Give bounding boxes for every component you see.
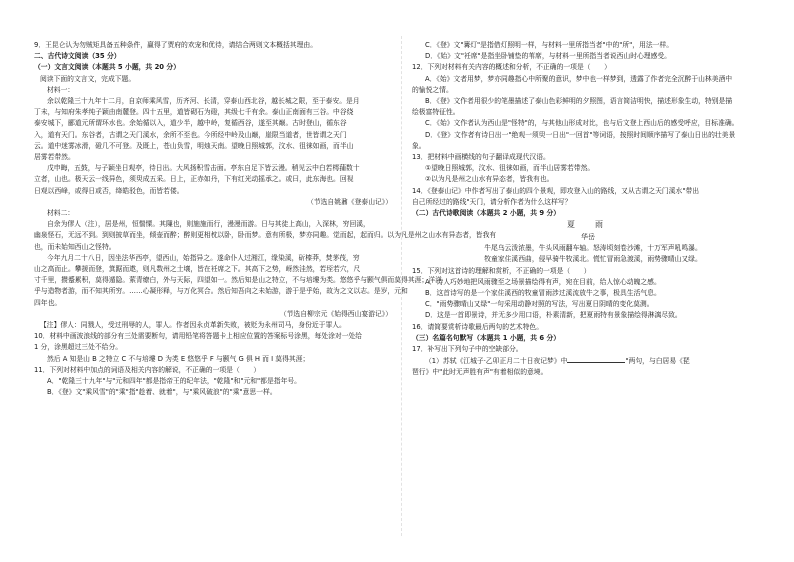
subsection-heading: （一）文言文阅读（本题共 5 小题，共 20 分） [34, 63, 180, 72]
question-16: 16．请简要赏析诗歌最后两句的艺术特色。 [412, 322, 543, 331]
poem-line: 牛尾乌云泼浓墨，牛头风雨翻车轴。怒涛顷刻卷沙滩，十万军声吼鸣瀑。 [484, 244, 702, 253]
passage-line: 居雾若带然。 [34, 153, 75, 162]
translation-item-1: ①望晚日照城郭，汶水、徂徕如画，而半山居雾若带然。 [425, 164, 595, 173]
passage-line: 日观以西峰，或得日或否，绛皓驳色，而皆若偻。 [34, 186, 184, 195]
question-11: 11．下列对材料中加点的词语及相关内容的解说，不正确的一项是（ ） [34, 365, 261, 374]
instruction: 阅读下面的文言文，完成下题。 [40, 74, 136, 83]
option-b: B．这首诗写的是一个家住溪西的牧童冒雨涉过溪流放牛之事，极具生活气息。 [425, 289, 661, 298]
subsection-heading: （二）古代诗歌阅读（本题共 2 小题，共 9 分） [412, 209, 561, 218]
passage-line: 入，道有天门。东谷者，古谓之天门溪水，余所不至也。今所经中岭及山巅，崖限当道者，世皆谓之天门 [34, 130, 347, 139]
passage-line: 云。道中迷雾冰滑，磴几不可登。及既上，苍山负雪，明烛天南。望晚日照城郭，汶水、徂徕如画，而半山 [34, 141, 354, 150]
poem-author: 华岳 [581, 233, 595, 242]
option-d-cont: 象。 [412, 141, 426, 150]
passage-line: 丁未，与知府朱孝纯子颖由南麓登。四十五里，道皆砌石为磴，其级七千有余。泰山正南面有三谷。中谷绕 [34, 108, 354, 117]
question-15: 15．下列对这首诗的理解和赏析，不正确的一项是（ ） [412, 266, 591, 275]
passage-line: 今年九月二十八日，因坐法华西亭，望西山，始指异之。遂命仆人过湘江，缘染溪，斫榛莽，焚茅茷，穷 [47, 253, 360, 262]
poem-title: 夏 雨 [567, 220, 609, 230]
passage-line: 余以乾隆三十九年十二月，自京师乘风雪，历齐河、长清，穿泰山西北谷，越长城之限，至于泰安。是月 [47, 97, 360, 106]
passage-line: 幽泉怪石，无远不到。到则披草而坐，倾壶而醉；醉则更相枕以卧，卧而梦。意有所极，梦亦同趣。觉而起，起而归。以为凡是州之山水有异态者，皆我有 [34, 231, 497, 240]
passage-line: 泰安城下，郦道元所谓环水也。余始循以入，道少半，越中岭，复循西谷，遂至其巅。古时登山，循东谷 [34, 119, 347, 128]
question-9: 9．王昆仑认为勿贼矩具备五种条件，赢得了贾府的欢宠和优待，请结合两则文本概括其理由。 [34, 41, 317, 49]
option-c: C．《登》文"篝灯"是指借灯照明一样，与材料一里所指当者"中的"所"，用法一样。 [425, 41, 674, 49]
source-note: （节选自姚鼐《登泰山记》） [307, 197, 392, 206]
passage-line: 也，而未始知西山之怪特。 [34, 242, 116, 251]
subsection-heading: （三）名篇名句默写（本题共 1 小题，共 6 分） [412, 333, 561, 342]
option-a: A．诗人巧妙地把风雨骤至之场景描绘得有声，宛在目前，给人惊心动魄之感。 [425, 277, 661, 286]
option-b: B．《登》文作者用很少的笔墨描述了泰山色彩鲜明的夕照图，语言简洁明快，描述形象生动，特别是描 [425, 97, 733, 106]
material-label: 材料一： [47, 85, 75, 94]
source-note: （节选自柳宗元《始得西山宴游记》） [279, 309, 392, 318]
option-d: D．这是一首即景诗，并无多少用口语，朴素清新，把夏雨特有景象描绘得淋漓尽致。 [425, 311, 682, 320]
option-d: D．《始》文"衽席"是指坐卧铺垫的苇席，与材料一里所指当者说西山时心理感受。 [425, 52, 671, 61]
passage-line: 自余为僇人（注），居是州，恒惴慄。其隟也，则施施而行，漫漫而游。日与其徒上高山，入深林，穷回溪， [47, 220, 370, 229]
option-c: C．"雨势骤晴山又绿"一句采用动静对照的写法，写出夏日阴晴的变化莫测。 [425, 300, 654, 309]
question-14-cont: 自己所经过的路线"天门，请分析作者为什么这样写？ [412, 197, 572, 206]
question-17: 17．补写出下列句子中的空缺部分。 [412, 345, 523, 354]
translation-item-2: ②以为凡是州之山水有异态者，皆我有也。 [425, 175, 554, 184]
question-10: 10．材料中画波浪线的部分有三处需要断句，请用铅笔将答题卡上相应位置的答案标号涂黑，每处涂对一处给 [34, 332, 363, 341]
option-b: B．《登》文"乘风雪"的"乘"指"趁着、就着"，与"乘风破浪"的"乘"意思一样。 [47, 388, 277, 397]
material-label: 材料二： [47, 209, 75, 218]
section-heading: 二、古代诗文阅读（35 分） [34, 52, 121, 61]
question-12: 12．下列对材料有关内容的概述和分析，不正确的一项是（ ） [412, 63, 611, 72]
fill-blank-prompt-end: "两句，与白居易《琵 [625, 357, 690, 366]
fill-blank-line-cont: 琶行》中"此时无声胜有声"有着相似的意境。 [412, 368, 548, 377]
right-column [412, 40, 764, 379]
passage-line: 立者，山也。极天云一线异色，须臾成五采。日上，正赤如丹，下有红光动摇承之。或曰，此东海也。回视 [34, 175, 354, 184]
passage-line: 山之高而止。攀援而登，箕踞而遨，则凡数州之土壤，皆在衽席之下。其高下之势，岈然洼然，若垤若穴，尺 [34, 265, 361, 274]
answer-blank[interactable] [567, 355, 625, 363]
option-b-cont: 绘极富特征性。 [412, 108, 460, 117]
passage-line: 四年也。 [34, 298, 62, 307]
poem-line: 牧童家住溪西曲，侵早骑牛牧溪北。慌忙冒雨急渡溪，雨势骤晴山又绿。 [484, 255, 702, 264]
annotation: 【注】僇人：同戮人，受过刑辱的人，罪人。作者因永贞革新失败，被贬为永州司马，身份近于罪人。 [40, 321, 346, 330]
fill-blank-prompt: （1）苏轼《江城子·乙卯正月二十日夜记梦》中 [425, 357, 568, 366]
option-a: A．"乾隆三十九年"与"元和四年"都是指帝王的纪年法，"乾隆"和"元和"都是指年号。 [47, 377, 301, 386]
question-13: 13．把材料中画横线的句子翻译成现代汉语。 [412, 153, 550, 162]
question-10-cont: 1 分，涂黑超过三处不给分。 [34, 343, 123, 352]
column-divider [401, 36, 402, 536]
passage-line: 寸千里，攒蹙累积，莫得遁隐。萦青缭白，外与天际，四望如一。然后知是山之特立，不与培塿为类。悠悠乎与颢气俱而莫得其涯；洋洋 [34, 276, 442, 285]
question-14: 14．《登泰山记》中作者写出了泰山的四个景观，即攻登入山的路线，又从古谓之天门溪水"带出 [412, 186, 700, 195]
passage-line: 乎与造物者游，而不知其所穷。……心凝形释，与万化冥合。然后知吾向之未始游，游于是乎始，故为之文以志。是岁，元和 [34, 287, 408, 296]
fill-blank-line [412, 355, 764, 367]
question-10-options: 然后 A 知是山 B 之特立 C 不与培塿 D 为类 E 悠悠乎 F 与颢气 G 俱 H 而 I 莫得其涯； [47, 354, 310, 363]
option-a: A．《始》文者用梦，梦亦同趣指心中所聚的意识，梦中也一样梦到，透露了作者完全沉醉于山林美酒中 [425, 74, 733, 83]
option-a-cont: 的愉悦之情。 [412, 85, 453, 94]
option-c: C．《始》文作者认为西山是"怪特"的，与其他山形成对比，也与后文登上西山后的感受呼应，目标准确。 [425, 119, 739, 128]
passage-line: 戊申晦，五鼓，与子颖坐日观亭，待日出。大风扬积雪击面。亭东自足下皆云漫。稍见云中白若樗蒱数十 [47, 164, 360, 173]
option-d: D．《登》文作者有诗日出一"绝观一须臾一日出"一回首"等词语，按照时间顺序描写了泰山日出的壮美景 [425, 130, 736, 139]
